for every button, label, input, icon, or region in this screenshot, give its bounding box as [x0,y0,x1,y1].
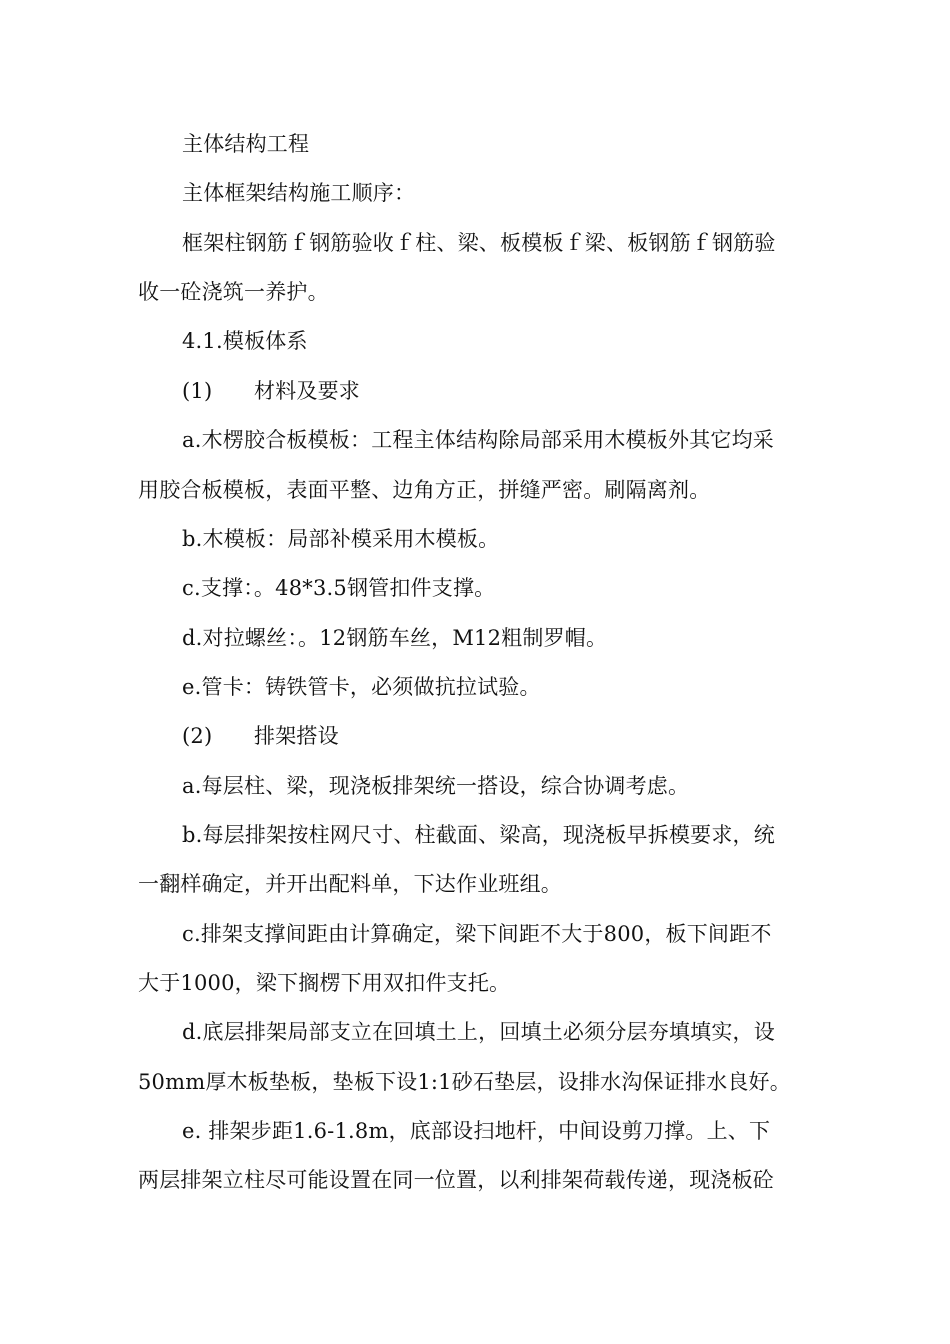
subsection-heading-2 [182,723,339,749]
item-d2-line-1: d.底层排架局部支立在回填土上，回填土必须分层夯填填实，设 [182,1020,775,1044]
sequence-title: 主体框架结构施工顺序： [182,181,416,205]
item-e1: e.管卡：铸铁管卡，必须做抗拉试验。 [182,675,541,699]
item-c2-line-1: c.排架支撑间距由计算确定，梁下间距不大于800，板下间距不 [182,922,772,946]
subsection-number-2: (2) [182,724,213,748]
item-e2-line-2: 两层排架立柱尽可能设置在同一位置，以利排架荷载传递，现浇板砼 [138,1168,774,1192]
document-heading: 主体结构工程 [182,132,310,156]
item-a2: a.每层柱、梁，现浇板排架统一搭设，综合协调考虑。 [182,774,690,798]
item-b2-line-2: 一翻样确定，并开出配料单，下达作业班组。 [138,872,562,896]
item-a1-line-1: a.木楞胶合板模板：工程主体结构除局部采用木模板外其它均采 [182,428,774,452]
subsection-number-1: (1) [182,379,213,403]
item-e2-line-1: e. 排架步距1.6-1.8m，底部设扫地杆，中间设剪刀撑。上、下 [182,1119,771,1143]
sequence-line-2: 收一砼浇筑一养护。 [138,280,329,304]
item-a1-line-2: 用胶合板模板，表面平整、边角方正，拼缝严密。刷隔离剂。 [138,478,711,502]
item-d1: d.对拉螺丝：。12钢筋车丝，M12粗制罗帽。 [182,626,608,650]
item-b2-line-1: b.每层排架按柱网尺寸、柱截面、梁高，现浇板早拆模要求，统 [182,823,775,847]
subsection-heading-1 [182,378,360,404]
item-c2-line-2: 大于1000，梁下搁楞下用双扣件支托。 [138,971,511,995]
item-d2-line-2: 50mm厚木板垫板，垫板下设1:1砂石垫层，设排水沟保证排水良好。 [138,1070,791,1094]
item-b1: b.木模板：局部补模采用木模板。 [182,527,500,551]
section-heading-4-1: 4.1.模板体系 [182,329,308,353]
item-c1: c.支撑：。48*3.5钢管扣件支撑。 [182,576,496,600]
subsection-title-2: 排架搭设 [254,724,339,748]
subsection-title-1: 材料及要求 [254,379,360,403]
sequence-line-1: 框架柱钢筋ｆ钢筋验收ｆ柱、梁、板模板ｆ梁、板钢筋ｆ钢筋验 [182,231,776,255]
